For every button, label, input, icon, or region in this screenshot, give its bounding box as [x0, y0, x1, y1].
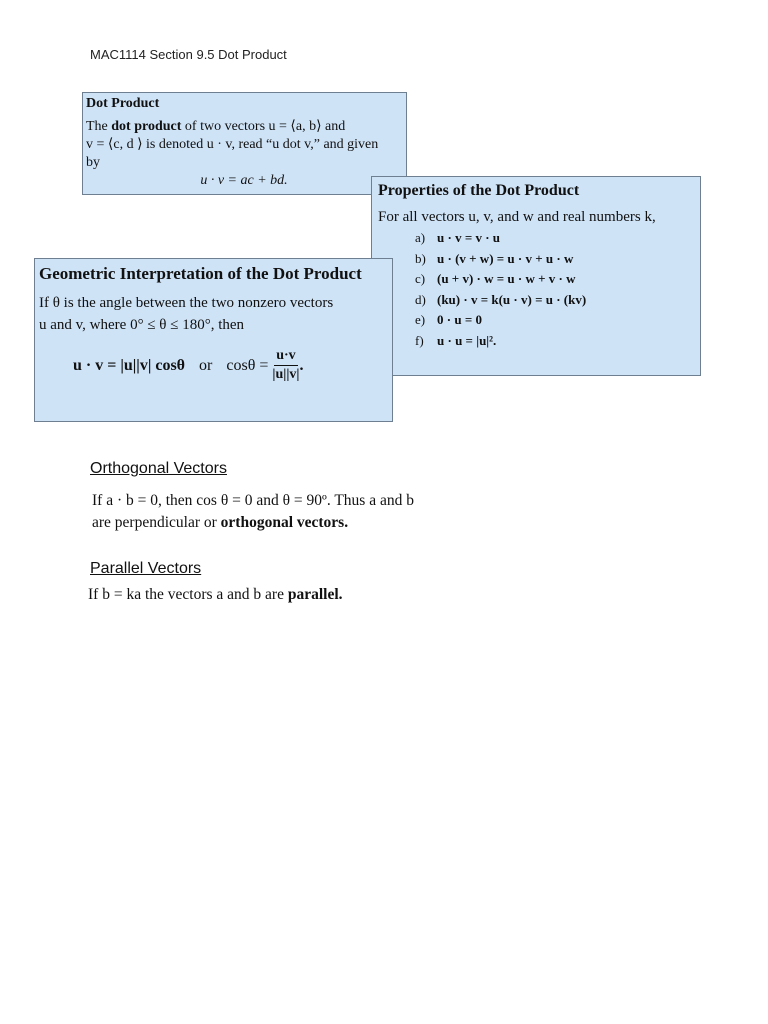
dot-product-formula: u · v = ac + bd. [200, 173, 288, 188]
property-text: u · v = v · u [437, 230, 501, 245]
parallel-heading: Parallel Vectors [90, 560, 202, 577]
geometric-line-1: If θ is the angle between the two nonzero vectors [39, 295, 334, 311]
property-item [415, 333, 694, 354]
property-text: 0 · u = 0 [437, 312, 482, 327]
fraction-denominator: |u||v| [272, 367, 300, 382]
formula-fraction [272, 348, 299, 383]
property-label: c) [415, 271, 426, 286]
page-header: MAC1114 Section 9.5 Dot Product [90, 47, 287, 62]
property-label: a) [415, 230, 426, 245]
dot-product-title: Dot Product [86, 96, 160, 111]
parallel-text-bold: parallel. [287, 586, 343, 603]
property-item [415, 271, 694, 292]
property-item [415, 251, 694, 272]
geometric-line-2: u and v, where 0° ≤ θ ≤ 180°, then [39, 317, 245, 333]
formula-right: cosθ = [226, 356, 269, 374]
fraction-numerator: u·v [274, 348, 297, 366]
geometric-title: Geometric Interpretation of the Dot Product [39, 264, 362, 283]
orthogonal-text [92, 490, 414, 534]
parallel-text [88, 584, 343, 606]
line1-pre: The [86, 119, 112, 134]
property-text: u · u = |u|². [437, 332, 497, 348]
property-label: d) [415, 291, 426, 307]
orthogonal-line-1: If a · b = 0, then cos θ = 0 and θ = 90º. Thus a and b [92, 492, 414, 509]
dot-product-line-2: v = ⟨c, d ⟩ is denoted u · v, read “u dot v,” and given [86, 137, 379, 152]
property-label: e) [415, 312, 426, 327]
dot-product-definition-box [82, 92, 407, 195]
formula-left: u · v = |u||v| cosθ [73, 356, 186, 374]
line1-post: of two vectors u = ⟨a, b⟩ and [181, 119, 346, 134]
property-label: f) [415, 332, 424, 348]
property-text: (u + v) · w = u · w + v · w [437, 271, 576, 286]
property-text: (ku) · v = k(u · v) = u · (kv) [437, 291, 587, 307]
property-text: u · (v + w) = u · v + u · w [437, 250, 574, 266]
dot-product-line-1 [86, 118, 402, 136]
formula-or: or [199, 356, 213, 374]
property-label: b) [415, 250, 426, 266]
geometric-formula [73, 348, 386, 383]
geometric-interpretation-box [34, 258, 393, 422]
orthogonal-line-2-bold: orthogonal vectors. [220, 514, 349, 531]
parallel-text-pre: If b = ka the vectors a and b are [88, 586, 288, 603]
properties-box [371, 176, 701, 376]
formula-period: . [299, 356, 304, 374]
properties-title: Properties of the Dot Product [378, 182, 580, 199]
properties-list [415, 230, 694, 353]
orthogonal-line-2 [92, 512, 414, 534]
line1-bold: dot product [111, 119, 182, 134]
properties-intro: For all vectors u, v, and w and real numbers k, [378, 209, 656, 225]
property-item [415, 230, 694, 251]
property-item [415, 292, 694, 313]
dot-product-line-3: by [86, 155, 100, 170]
orthogonal-line-2-pre: are perpendicular or [92, 514, 221, 531]
orthogonal-heading: Orthogonal Vectors [90, 460, 227, 477]
property-item [415, 312, 694, 333]
